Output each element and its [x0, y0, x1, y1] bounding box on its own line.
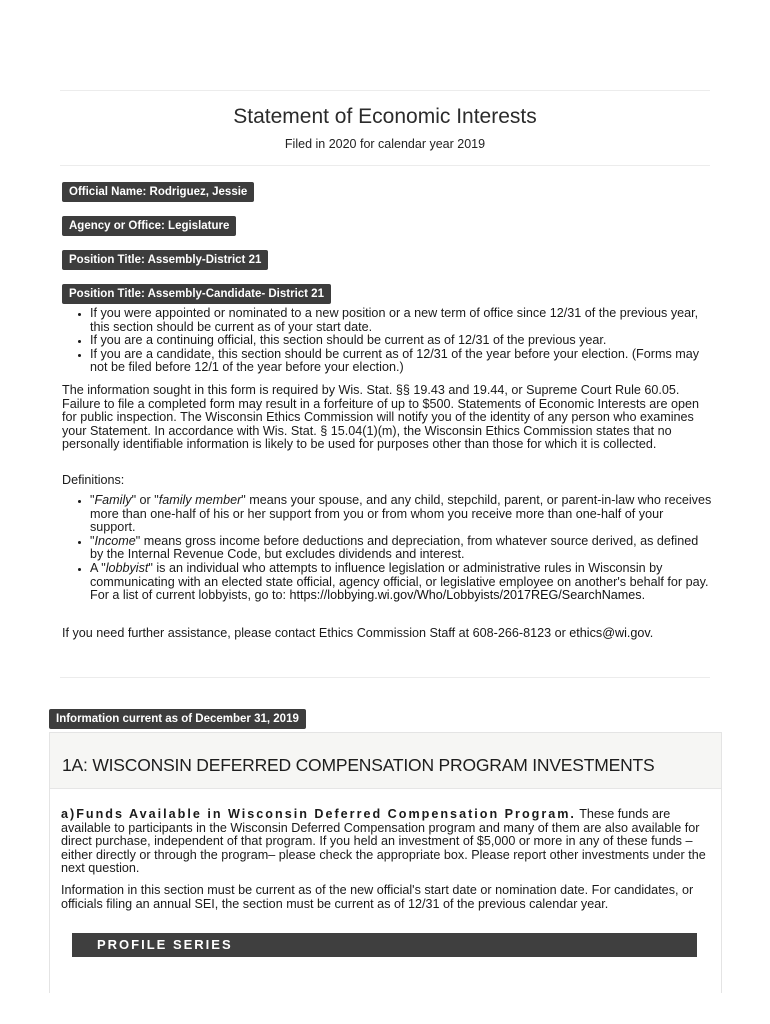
lobbyist-search-link[interactable]: https://lobbying.wi.gov/Who/Lobbyists/2017REG/SearchNames: [289, 588, 642, 603]
position-title-tag: Position Title: Assembly-District 21: [62, 250, 268, 270]
position-title-candidate-tag: Position Title: Assembly-Candidate- District 21: [62, 284, 331, 304]
currency-bullet: • If you are a continuing official, this section should be current as of 12/31 of the previous year.: [90, 334, 712, 348]
family-member-term: family member: [158, 493, 242, 507]
top-divider: [60, 90, 710, 91]
lobbyist-term: lobbyist: [105, 560, 149, 575]
definition-income: • "Income" means gross income before deductions and depreciation, from whatever source derived, as defined by the Internal Revenue Code, but excludes dividends and interest.: [90, 535, 712, 562]
section-1a-currency-paragraph: Information in this section must be current as of the new official's start date or nomination date. For candidates, or officials filing an annual SEI, the section must be current as of 12/31 of the previous calendar year.: [61, 883, 694, 911]
currency-bullet: • If you were appointed or nominated to a new position or a new term of office since 12/31 of the previous year, this section should be current as of your start date.: [90, 307, 712, 334]
information-current-tag: Information current as of December 31, 2019: [49, 709, 306, 729]
profile-series-header: PROFILE SERIES: [72, 933, 697, 957]
definition-family: • "Family" or "family member" means your spouse, and any child, stepchild, parent, or parent-in-law who receives more than one-half of his or her support from you or from whom you receive more than one-half of your support.: [90, 494, 712, 535]
page-subtitle: Filed in 2020 for calendar year 2019: [284, 137, 486, 151]
definition-lobbyist: • A "lobbyist" is an individual who attempts to influence legislation or administrative rules in Wisconsin by communicating with an elected state official, agency official, or legislative employee on another's behalf for pay. For a list of current lobbyists, go to: https://lobbying.wi.gov/Who/Lobbyists/2017REG/SearchNames.: [90, 562, 712, 603]
definitions-list: [62, 494, 712, 603]
section-1a-title: 1A: WISCONSIN DEFERRED COMPENSATION PROGRAM INVESTMENTS: [62, 755, 655, 775]
info-paragraph: The information sought in this form is required by Wis. Stat. §§ 19.43 and 19.44, or Supreme Court Rule 60.05. Failure to file a completed form may result in a forfeiture of up to $500. Statements of Economic Interests are open for public inspection. The Wisconsin Ethics Commission will notify you of the identity of any person who examines your Statement. In accordance with Wis. Stat. § 15.04(1)(m), the Wisconsin Ethics Commission states that no personally identifiable information is likely to be used for purposes other than those for which it is collected.: [62, 383, 700, 452]
currency-bullets: [62, 307, 712, 375]
currency-instructions: [62, 307, 712, 375]
family-term: Family: [94, 493, 132, 507]
section-1a-header: [50, 733, 721, 789]
header-divider: [60, 165, 710, 166]
agency-tag: Agency or Office: Legislature: [62, 216, 236, 236]
assistance-paragraph: If you need further assistance, please contact Ethics Commission Staff at 608-266-8123 or ethics@wi.gov.: [62, 626, 654, 640]
funds-heading: a)Funds Available in Wisconsin Deferred Compensation Program.: [61, 807, 576, 821]
page-title: Statement of Economic Interests: [233, 105, 537, 128]
ethics-email-link[interactable]: ethics@wi.gov: [569, 626, 650, 640]
definitions-label: Definitions:: [62, 473, 125, 487]
currency-bullet: • If you are a candidate, this section should be current as of 12/31 of the year before your election. (Forms may not be filed before 12/1 of the year before your election.): [90, 348, 712, 375]
section-1a-funds-paragraph: a)Funds Available in Wisconsin Deferred Compensation Program. These funds are available to participants in the Wisconsin Deferred Compensation program and many of them are also available for direct purchase, independent of that program. If you held an investment of $5,000 or more in any of these funds – either directly or through the program– please check the appropriate box. Please report other investments under the next question.: [61, 807, 706, 876]
body-divider: [60, 677, 710, 678]
official-name-tag: Official Name: Rodriguez, Jessie: [62, 182, 254, 202]
income-term: Income: [94, 533, 136, 548]
